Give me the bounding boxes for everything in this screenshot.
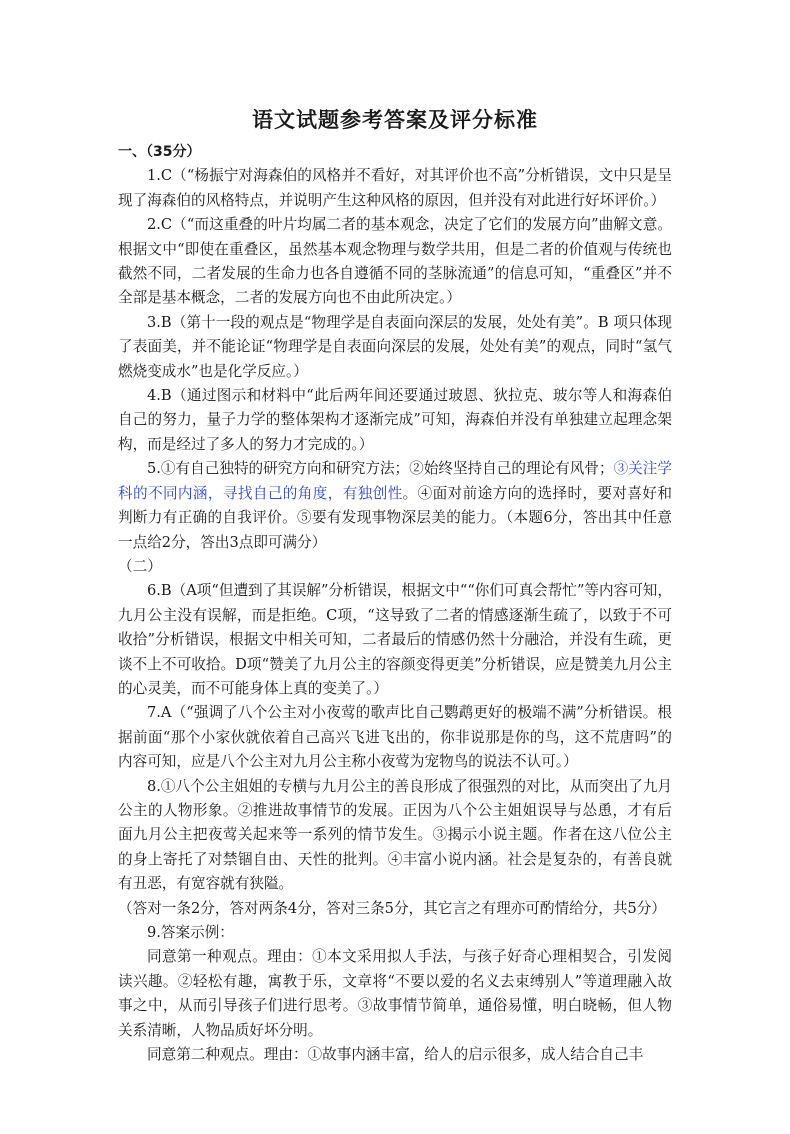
page-title: 语文试题参考答案及评分标准 [252,108,538,132]
section-two-heading: （二） [118,557,162,575]
answer-q9-view2: 同意第二种观点。理由：①故事内涵丰富，给人的启示很多，成人结合自己丰 [147,1046,644,1064]
answer-content [118,140,672,1067]
answer-q9-view1: 同意第一种观点。理由：①本文采用拟人手法，与孩子好奇心理相契合，引发阅读兴趣。②轻松有趣，寓教于乐，文章将“不要以爱的名义去束缚别人”等道理融入故事之中，从而引导孩子们进行思考。③故事情节简单，通俗易懂，明白晓畅，但人物关系清晰，人物品质好坏分明。 [118,948,672,1039]
answer-q9-heading: 9.答案示例： [147,924,234,941]
answer-q5-part3: 。④面对前途方向的选择时，要对喜好和判断力有正确的自我评价。⑤要有发现事物深层美的能力。（本题6分，答出其中任意一点给2分，答出3点即可满分） [118,484,672,551]
answer-q8-scoring: （答对一条2分，答对两条4分，答对三条5分，其它言之有理亦可酌情给分，共5分） [118,899,666,917]
answer-q3: 3.B（第十一段的观点是“物理学是自表面向深层的发展，处处有美”。B 项只体现了表面美，并不能论证“物理学是自表面向深层的发展，处处有美”的观点，同时“氢气燃烧变成水”也是化学反应。） [118,313,672,380]
answer-q4: 4.B（通过图示和材料中“此后两年间还要通过玻恩、狄拉克、玻尔等人和海森伯自己的努力，量子力学的整体架构才逐渐完成”可知，海森伯并没有单独建立起理念架构，而是经过了多人的努力才完成的。） [118,387,672,453]
answer-q7: 7.A（“强调了八个公主对小夜莺的歌声比自己鹦鹉更好的极端不满”分析错误。根据前面“那个小家伙就依着自己高兴飞进飞出的，你非说那是你的鸟，这不荒唐吗”的内容可知，应是八个公主对九月公主称小夜莺为宠物鸟的说法不认可。） [118,704,672,771]
answer-q1: 1.C（“杨振宁对海森伯的风格并不看好，对其评价也不高”分析错误，文中只是呈现了海森伯的风格特点，并说明产生这种风格的原因，但并没有对此进行好坏评价。） [118,167,672,209]
section-one-heading: 一、（35分） [118,144,201,160]
answer-q5-highlight: ③关注学科的不同内涵，寻找自己的角度，有独创性 [118,460,672,502]
answer-q8: 8.①八个公主姐姐的专横与九月公主的善良形成了很强烈的对比，从而突出了九月公主的人物形象。②推进故事情节的发展。正因为八个公主姐姐误导与怂恿，才有后面九月公主把夜莺关起来等一系列的情节发生。③揭示小说主题。作者在这八位公主的身上寄托了对禁锢自由、天性的批判。④丰富小说内涵。社会是复杂的，有善良就有丑恶，有宽容就有狭隘。 [118,777,672,893]
answer-q5-part1: 5.①有自己独特的研究方向和研究方法；②始终坚持自己的理论有风骨； [147,460,614,478]
answer-q5 [118,457,672,555]
answer-q2: 2.C（“而这重叠的叶片均属二者的基本观念，决定了它们的发展方向”曲解文意。根据文中“即使在重叠区，虽然基本观念物理与数学共用，但是二者的价值观与传统也截然不同，二者发展的生命力也各自遵循不同的茎脉流通”的信息可知，“重叠区”并不全部是基本概念，二者的发展方向也不由此所决定。） [118,216,672,307]
answer-q6: 6.B（A项“但遭到了其误解”分析错误，根据文中““你们可真会帮忙”等内容可知，九月公主没有误解，而是拒绝。C项，“这导致了二者的情感逐渐生疏了，以致于不可收拾”分析错误，根据文中相关可知，二者最后的情感仍然十分融洽，并没有生疏，更谈不上不可收拾。D项“赞美了九月公主的容颜变得更美”分析错误，应是赞美九月公主的心灵美，而不可能身体上真的变美了。） [118,582,672,697]
